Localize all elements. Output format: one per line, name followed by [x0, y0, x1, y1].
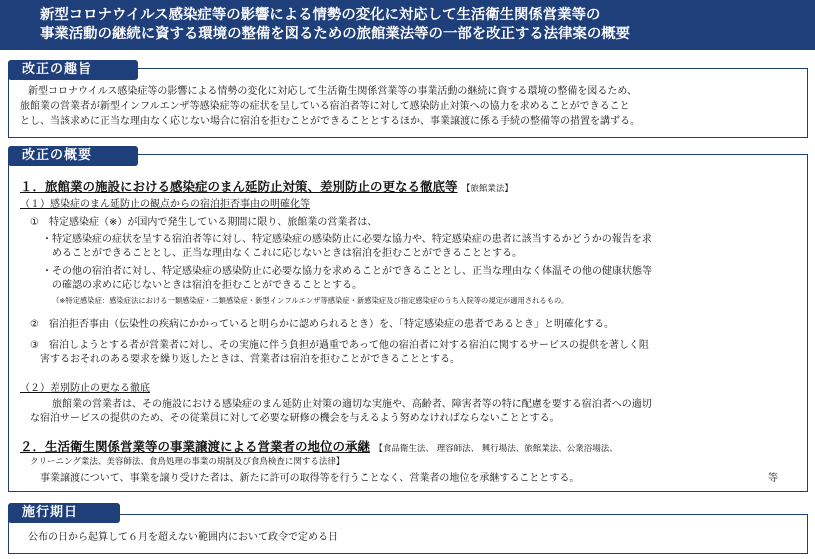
item1-bullet1-b: めることができることとし、正当な理由なくこれに応じないときは宿泊を拒むことができることとする。: [42, 248, 522, 259]
item1-point2: ② 宿泊拒否事由（伝染性の疾病にかかっていると明らかに認められるとき）を、「特定感染症の患者であるとき」と明確化する。: [30, 319, 614, 330]
item1-sub2: （２）差別防止の更なる徹底: [20, 383, 150, 394]
item1-point3-b: 害するおそれのある要求を繰り返したときは、営業者は宿泊を拒むことができることとする。: [30, 354, 460, 365]
item1-point3-a: ③ 宿泊しようとする者が営業者に対し、その実施に伴う負担が過重であって他の宿泊者に対する宿泊に関するサービスの提供を著しく阻: [30, 340, 649, 351]
item1-bullet1-a: ・特定感染症の症状を呈する宿泊者等に対し、特定感染症の感染防止に必要な協力や、特定感染症の患者に該当するかどうかの報告を求: [42, 234, 652, 245]
item2-tag-1: 【食品衛生法、 理容師法、 興行場法、旅館業法、公衆浴場法、: [374, 444, 618, 454]
purpose-line-1: 新型コロナウイルス感染症等の影響による情勢の変化に対応して生活衛生関係営業等の事業活動の継続に資する環境の整備を図るため、: [28, 86, 637, 97]
item1-bullet2-a: ・その他の宿泊者に対し、特定感染症の感染防止に必要な協力を求めることができることとし、正当な理由なく体温その他の健康状態等: [42, 266, 652, 277]
enforcement-body: 公布の日から起算して６月を超えない範囲内において政令で定める日: [28, 532, 338, 543]
purpose-heading: 改正の趣旨: [8, 60, 138, 80]
overview-heading: 改正の概要: [8, 146, 138, 166]
item1-sub2-line-1: 旅館業の営業者は、その施設における感染症のまん延防止対策の適切な実施や、高齢者、障害者等の特に配慮を要する宿泊者への適切: [52, 399, 652, 410]
enforcement-heading: 施行期日: [8, 503, 120, 523]
item2-etc: 等: [768, 473, 778, 484]
document-title: [0, 0, 815, 50]
title-line-2: 事業活動の継続に資する環境の整備を図るための旅館業法等の一部を改正する法律案の概要: [40, 26, 631, 42]
item2-body: 事業譲渡について、事業を譲り受けた者は、新たに許可の取得等を行うことなく、営業者の地位を承継することとする。: [40, 473, 580, 484]
item2-tag-2: クリーニング業法、美容師法、食鳥処理の事業の規制及び食鳥検査に関する法律】: [30, 457, 345, 467]
item1-sub2-line-2: な宿泊サービスの提供のため、その従業員に対して必要な研修の機会を与えるよう努めなければならないこととする。: [30, 413, 560, 424]
item1-point1: ① 特定感染症（※）が国内で発生している期間に限り、旅館業の営業者は、: [30, 217, 378, 228]
item2-title: [20, 437, 618, 455]
item1-title: [20, 177, 513, 195]
item1-tag: 【旅館業法】: [461, 184, 513, 194]
purpose-line-3: とし、当該求めに正当な理由なく応じない場合に宿泊を拒むことができることとするほか、事業譲渡に係る手続の整備等の措置を講ずる。: [20, 116, 640, 127]
item1-bullet2-b: の確認の求めに応じないときは宿泊を拒むことができることとする。: [42, 280, 362, 291]
item1-sub1: （１）感染症のまん延防止の観点からの宿泊拒否事由の明確化等: [20, 199, 310, 210]
item1-note: （※特定感染症：感染症法における一類感染症・二類感染症・新型インフルエンザ等感染症・新感染症及び指定感染症のうち入院等の規定が適用されるもの。: [52, 296, 569, 305]
item1-title-text: １．旅館業の施設における感染症のまん延防止対策、差別防止の更なる徹底等: [20, 179, 458, 194]
item2-title-text: ２．生活衛生関係営業等の事業譲渡による営業者の地位の承継: [20, 439, 371, 454]
title-line-1: 新型コロナウイルス感染症等の影響による情勢の変化に対応して生活衛生関係営業等の: [40, 7, 601, 23]
purpose-line-2: 旅館業の営業者が新型インフルエンザ等感染症等の症状を呈している宿泊者等に対して感染防止対策への協力を求めることができること: [20, 101, 630, 112]
